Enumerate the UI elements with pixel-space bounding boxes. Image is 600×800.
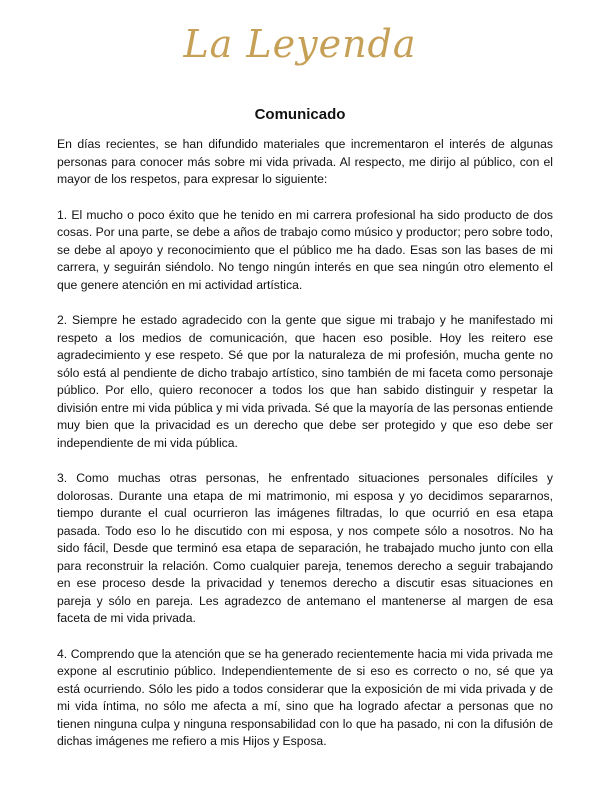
brand-logo: La Leyenda — [183, 22, 417, 66]
intro-paragraph: En días recientes, se han difundido materiales que incrementaron el interés de algunas personas para conocer más sobre mi vida privada. Al respecto, me dirijo al público, con el mayor de los respetos, para expresar lo siguiente: — [57, 137, 553, 186]
point-1-paragraph: 1. El mucho o poco éxito que he tenido en mi carrera profesional ha sido producto de dos cosas. Por una parte, se debe a años de trabajo como músico y productor; pero sobre todo, se debe al apoyo y reconocimiento que el público me ha dado. Esas son las bases de mi carrera, y seguirán siéndolo. No tengo ningún interés en que sea ningún otro elemento el que genere atención en mi actividad artística. — [57, 207, 553, 292]
document-body — [57, 136, 553, 769]
document-title: Comunicado — [254, 106, 346, 123]
point-3-paragraph: 3. Como muchas otras personas, he enfrentado situaciones personales difíciles y dolorosas. Durante una etapa de mi matrimonio, mi esposa y yo decidimos separarnos, tiempo durante el cual ocurrieron las imágenes filtradas, lo que ocurrió en esa etapa pasada. Todo eso lo he discutido con mi esposa, y nos compete sólo a nosotros. No ha sido fácil, Desde que terminó esa etapa de separación, he trabajado mucho junto con ella para reconstruir la relación. Como cualquier pareja, tenemos derecho a seguir trabajando en ese proceso desde la privacidad y tenemos derecho a discutir esas situaciones en pareja y sólo en pareja. Les agradezco de antemano el mantenerse al margen de esa faceta de mi vida privada. — [57, 471, 553, 625]
point-2-paragraph: 2. Siempre he estado agradecido con la gente que sigue mi trabajo y he manifestado mi respeto a los medios de comunicación, que hacen eso posible. Hoy les reitero ese agradecimiento y ese respeto. Sé que por la naturaleza de mi profesión, mucha gente no sólo está al pendiente de dicho trabajo artístico, sino también de mi faceta como personaje público. Por ello, quiero reconocer a todos los que han sabido distinguir y respetar la división entre mi vida pública y mi vida privada. Sé que la mayoría de las personas entiende muy bien que la privacidad es un derecho que debe ser protegido y que eso debe ser independiente de mi vida pública. — [57, 313, 553, 450]
point-4-paragraph: 4. Comprendo que la atención que se ha generado recientemente hacia mi vida privada me expone al escrutinio público. Independientemente de si eso es correcto o no, sé que ya está ocurriendo. Sólo les pido a todos considerar que la exposición de mi vida privada y de mi vida íntima, no sólo me afecta a mí, sino que ha logrado afectar a personas que no tienen ninguna culpa y ninguna responsabilidad con lo que ha pasado, ni con la difusión de dichas imágenes me refiero a mis Hijos y Esposa. — [57, 646, 553, 748]
